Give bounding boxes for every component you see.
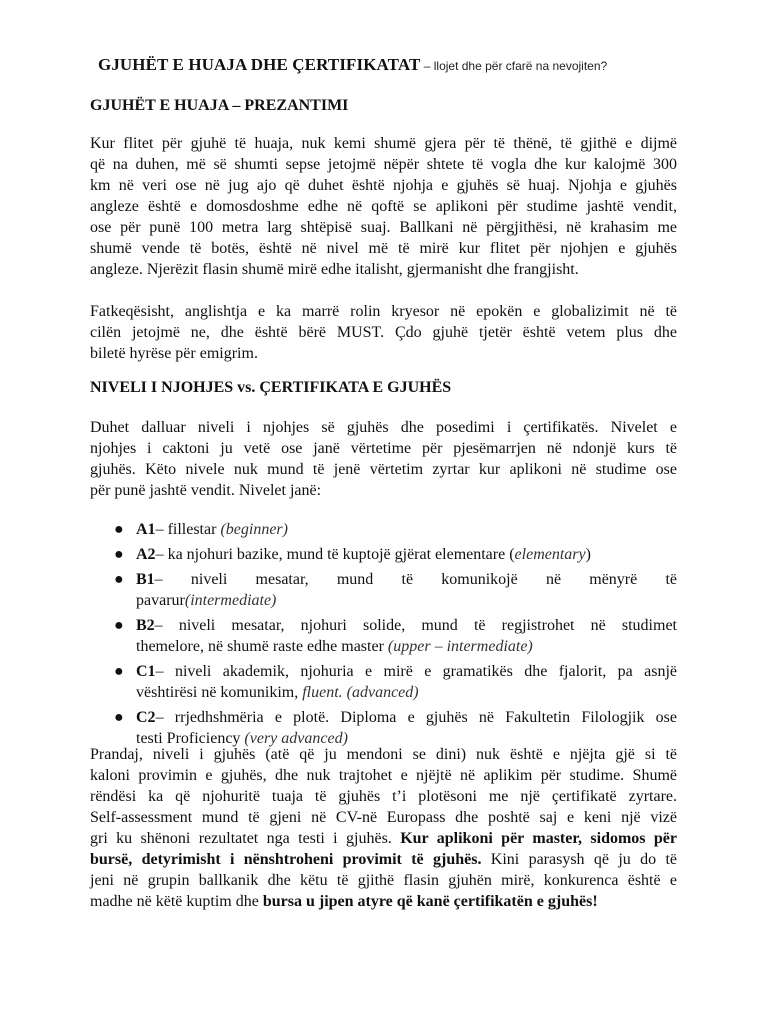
bullet-icon: ● <box>114 546 124 563</box>
level-code: C1 <box>136 663 156 680</box>
document-title <box>98 54 607 77</box>
list-item-a2 <box>114 544 677 565</box>
list-item-b2 <box>114 615 677 657</box>
paragraph-introduction <box>90 133 677 280</box>
paragraph-line: jeni në grupin ballkanik dhe këtu të gjithë flasin gjuhën mirë, konkurenca është e <box>90 872 677 889</box>
title-main: GJUHËT E HUAJA DHE ÇERTIFIKATAT <box>98 55 421 74</box>
bullet-icon: ● <box>114 617 124 634</box>
level-description: – rrjedhshmëria e plotë. Diploma e gjuhës në Fakultetin Filologjik ose <box>155 709 677 726</box>
paragraph-line: njohjes i caktoni ju vetë ose janë vërtetime për pjesëmarrjen në ndonjë kurs të <box>90 440 677 457</box>
paragraph-line: shumë vende të botës, është në nivel më të mirë kur flitet për njohjen e gjuhës <box>90 240 677 257</box>
level-translation: (intermediate) <box>184 592 277 609</box>
emphasis-text: Kur aplikoni për master, sidomos për <box>400 830 678 847</box>
paragraph-line: Prandaj, niveli i gjuhës (atë që ju mendoni se dini) nuk është e njëjta gjë si të <box>90 746 677 763</box>
emphasis-text: bursë, detyrimisht i nënshtroheni provimit të gjuhës. <box>90 851 482 868</box>
level-code: A2 <box>136 546 156 563</box>
level-description: themelore, në shumë raste edhe master <box>136 638 388 655</box>
level-description: – ka njohuri bazike, mund të kuptojë gjërat elementare ( <box>155 546 515 563</box>
paragraph-globalization <box>90 301 677 364</box>
level-description: – niveli mesatar, njohuri solide, mund të regjistrohet në studimet <box>154 617 677 634</box>
paragraph-line: Duhet dalluar niveli i njohjes së gjuhës dhe posedimi i çertifikatës. Nivelet e <box>90 419 677 436</box>
level-tail: ) <box>585 546 591 563</box>
paragraph-line: ose për punë 100 metra larg shtëpisë suaj. Ballkani në përgjithësi, në krahasim me <box>90 219 677 236</box>
paragraph-line: km në veri ose në jug ajo që duhet është njohja e gjuhës së huaj. Njohja e gjuhës <box>90 177 677 194</box>
level-translation: (very advanced) <box>244 730 348 747</box>
line-text: gri ku shënoni rezultatet nga testi i gjuhës. <box>90 830 401 847</box>
emphasis-text: bursa u jipen atyre që kanë çertifikatën e gjuhës! <box>262 893 598 910</box>
list-item-a1 <box>114 519 677 540</box>
list-item-c1 <box>114 661 677 703</box>
level-code: B1 <box>136 571 155 588</box>
paragraph-line: gjuhës. Këto nivele nuk mund të jenë vërtetim zyrtar kur aplikoni në studime ose <box>90 461 677 478</box>
list-item-b1 <box>114 569 677 611</box>
paragraph-levels-intro <box>90 417 677 501</box>
paragraph-line: cilën jetojmë ne, dhe është bërë MUST. Çdo gjuhë tjetër është vetem plus dhe <box>90 324 677 341</box>
level-code: C2 <box>136 709 156 726</box>
paragraph-line <box>90 828 677 849</box>
level-code: A1 <box>136 521 156 538</box>
bullet-icon: ● <box>114 571 124 588</box>
paragraph-line: për punë jashtë vendit. Nivelet janë: <box>90 482 322 499</box>
language-levels-list <box>114 519 677 753</box>
paragraph-line: që na duhen, më së shumti sepse jetojmë nëpër shtete të vogla dhe kur kalojmë 300 <box>90 156 677 173</box>
level-description: testi Proficiency <box>136 730 245 747</box>
line-text: madhe në këtë kuptim dhe <box>90 893 263 910</box>
level-description: vështirësi në komunikim, <box>136 684 303 701</box>
paragraph-conclusion <box>90 744 677 912</box>
bullet-icon: ● <box>114 521 124 538</box>
paragraph-line: Fatkeqësisht, anglishtja e ka marrë rolin kryesor në epokën e globalizimit në të <box>90 303 677 320</box>
paragraph-line: kaloni provimin e gjuhës, dhe nuk trajtohet e njëjtë në aplikim për studime. Shumë <box>90 767 677 784</box>
level-description: – niveli akademik, njohuria e mirë e gramatikës dhe fjalorit, pa asnjë <box>155 663 677 680</box>
paragraph-line: Kur flitet për gjuhë të huaja, nuk kemi shumë gjera për të thënë, të gjithë e dijmë <box>90 135 677 152</box>
list-item-c2 <box>114 707 677 749</box>
level-translation: (beginner) <box>220 521 288 538</box>
section-heading-introduction: GJUHËT E HUAJA – PREZANTIMI <box>90 97 349 114</box>
level-translation: (upper – intermediate) <box>387 638 533 655</box>
line-text: Kini parasysh që ju do të <box>481 851 678 868</box>
level-description: – niveli mesatar, mund të komunikojë në mënyrë të <box>154 571 677 588</box>
paragraph-line: biletë hyrëse për emigrim. <box>90 345 258 362</box>
bullet-icon: ● <box>114 663 124 680</box>
paragraph-line: Self-assessment mund të gjeni në CV-në Europass dhe poshtë saj e keni një vizë <box>90 809 677 826</box>
level-translation: elementary <box>514 546 586 563</box>
paragraph-line <box>90 891 677 912</box>
paragraph-line: angleze është e domosdoshme edhe në qoftë se aplikoni për studime jashtë vendit, <box>90 198 677 215</box>
paragraph-line: angleze. Njerëzit flasin shumë mirë edhe italisht, gjermanisht dhe frangjisht. <box>90 261 579 278</box>
title-subtitle: – llojet dhe për cfarë na nevojiten? <box>420 59 608 73</box>
level-description: – fillestar <box>155 521 221 538</box>
paragraph-line <box>90 849 677 870</box>
bullet-icon: ● <box>114 709 124 726</box>
level-translation: fluent. (advanced) <box>302 684 419 701</box>
section-heading-levels: NIVELI I NJOHJES vs. ÇERTIFIKATA E GJUHËS <box>90 379 452 396</box>
level-description: pavarur <box>136 592 185 609</box>
level-code: B2 <box>136 617 155 634</box>
paragraph-line: rëndësi ka që njohuritë tuaja të gjuhës t’i plotësoni me një çertifikatë zyrtare. <box>90 788 677 805</box>
